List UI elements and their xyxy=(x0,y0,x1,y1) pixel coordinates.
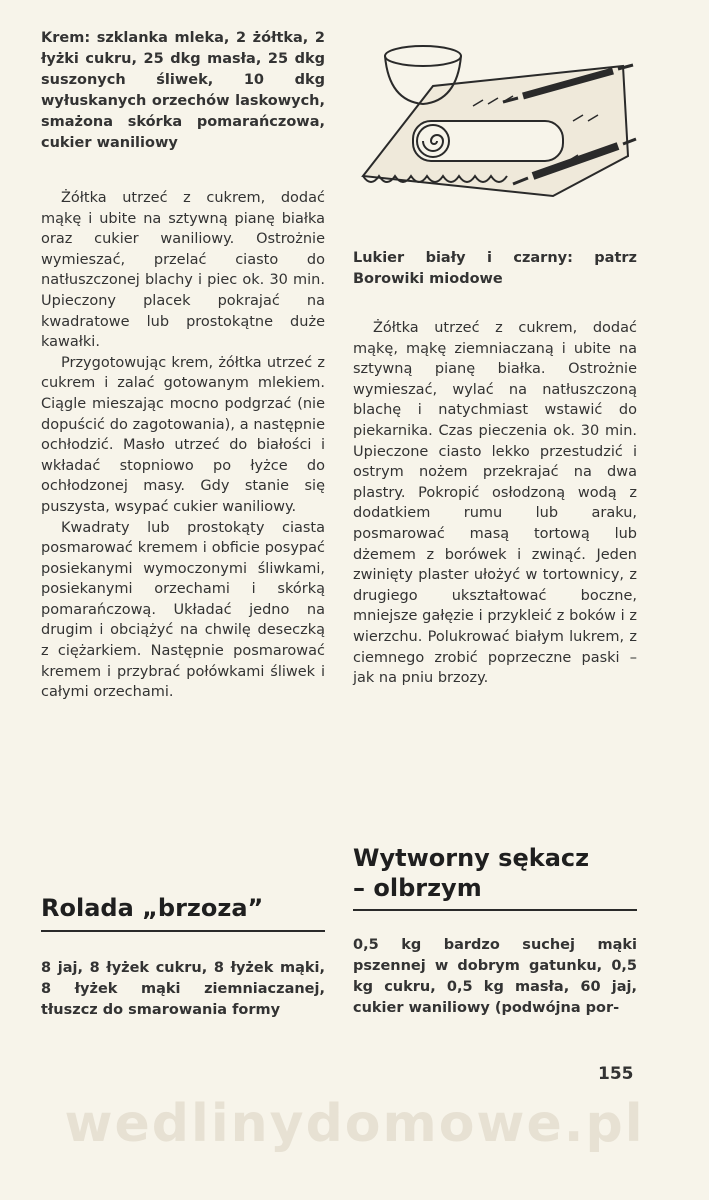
left-body xyxy=(41,188,325,703)
sekacz-title-line-2: – olbrzym xyxy=(353,874,482,902)
sekacz-title xyxy=(353,843,637,903)
watermark: wedlinydomowe.pl xyxy=(64,1094,645,1154)
rolada-divider xyxy=(41,930,325,932)
right-paragraph-1: Żółtka utrzeć z cukrem, dodać mąkę, mąkę ziemniaczaną i ubite na sztywną pianę białka. Ostrożnie wymieszać, wylać na natłuszczoną blachę i natychmiast wstawić do piekarnika. Czas pieczenia ok. 30 min. Upieczone ciasto lekko przestudzić i ostrym nożem przekrajać na dwa plastry. Pokropić osłodzoną wodą z dodatkiem rumu lub araku, posmarować masą tortową lub dżemem z borówek i zwinąć. Jeden zwinięty plaster ułożyć w tortownicy, z drugiego ukształtować boczne, mniejsze gałęzie i przykleić z boków i z wierzchu. Polukrować białym lukrem, z ciemnego zrobić poprzeczne paski – jak na pniu brzozy. xyxy=(353,320,637,687)
left-paragraph-1: Żółtka utrzeć z cukrem, dodać mąkę i ubite na sztywną pianę białka oraz cukier waniliowy. Ostrożnie wymieszać, przelać ciasto do natłuszczonej blachy i piec ok. 30 min. Upieczony placek pokrajać na kwadratowe lub prostokątne duże kawałki. xyxy=(41,190,325,351)
left-paragraph-2: Przygotowując krem, żółtka utrzeć z cukrem i zalać gotowanym mlekiem. Ciągle mieszając mocno podgrzać (nie dopuścić do zagotowania), a następnie ochłodzić. Masło utrzeć do białości i wkładać stopniowo po łyżce do ochłodzonej masy. Gdy stanie się puszysta, wsypać cukier waniliowy. xyxy=(41,354,325,515)
right-body xyxy=(353,318,637,689)
rolada-title: Rolada „brzoza” xyxy=(41,894,264,922)
page-number: 155 xyxy=(598,1064,634,1084)
pastry-illustration xyxy=(353,26,637,216)
krem-ingredients: Krem: szklanka mleka, 2 żółtka, 2 łyżki cukru, 25 dkg masła, 25 dkg suszonych śliwek, 10 dkg wyłuskanych orzechów laskowych, smażona skórka pomarańczowa, cukier waniliowy xyxy=(41,30,325,151)
rolada-ingredients: 8 jaj, 8 łyżek cukru, 8 łyżek mąki, 8 łyżek mąki ziemniaczanej, tłuszcz do smarowania formy xyxy=(41,960,325,1018)
left-paragraph-3: Kwadraty lub prostokąty ciasta posmarować kremem i obficie posypać posiekanymi wymoczonymi śliwkami, posiekanymi orzechami i skórką pomarańczową. Układać jedno na drugim i obciążyć na chwilę deseczką z ciężarkiem. Następnie posmarować kremem i przybrać połówkami śliwek i całymi orzechami. xyxy=(41,519,325,701)
lukier-note: Lukier biały i czarny: patrz Borowiki miodowe xyxy=(353,250,637,287)
sekacz-title-line-1: Wytworny sękacz xyxy=(353,844,590,872)
sekacz-ingredients: 0,5 kg bardzo suchej mąki pszennej w dobrym gatunku, 0,5 kg cukru, 0,5 kg masła, 60 jaj, cukier waniliowy (podwójna por- xyxy=(353,937,637,1016)
sekacz-divider xyxy=(353,909,637,911)
